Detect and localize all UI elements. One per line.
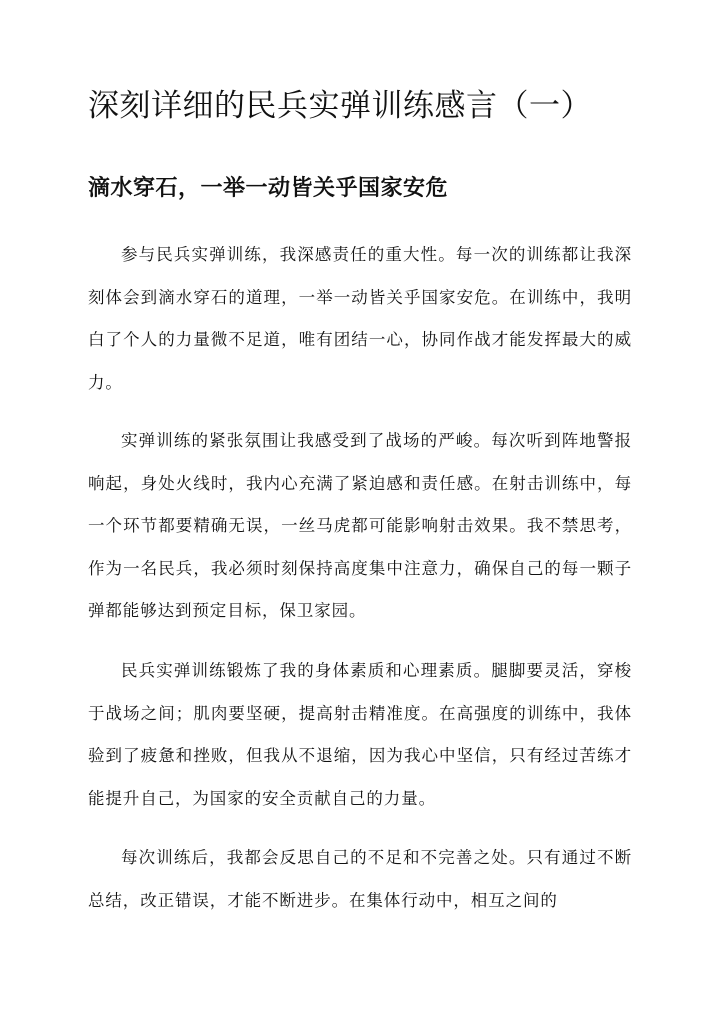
document-title: 深刻详细的民兵实弹训练感言（一） [88,88,592,124]
paragraph-2: 实弹训练的紧张氛围让我感受到了战场的严峻。每次听到阵地警报响起，身处火线时，我内心充满了紧迫感和责任感。在射击训练中，每一个环节都要精确无误，一丝马虎都可能影响射击效果。我不禁思考，作为一名民兵，我必须时刻保持高度集中注意力，确保自己的每一颗子弹都能够达到预定目标，保卫家园。 [88,431,632,620]
section-heading: 滴水穿石，一举一动皆关乎国家安危 [88,175,449,201]
paragraph-3: 民兵实弹训练锻炼了我的身体素质和心理素质。腿脚要灵活，穿梭于战场之间；肌肉要坚硬，提高射击精准度。在高强度的训练中，我体验到了疲惫和挫败，但我从不退缩，因为我心中坚信，只有经过苦练才能提升自己，为国家的安全贡献自己的力量。 [88,661,632,808]
paragraph-1: 参与民兵实弹训练，我深感责任的重大性。每一次的训练都让我深刻体会到滴水穿石的道理，一举一动皆关乎国家安危。在训练中，我明白了个人的力量微不足道，唯有团结一心，协同作战才能发挥最大的威力。 [88,245,632,392]
paragraph-4: 每次训练后，我都会反思自己的不足和不完善之处。只有通过不断总结，改正错误，才能不断进步。在集体行动中，相互之间的 [88,848,632,910]
